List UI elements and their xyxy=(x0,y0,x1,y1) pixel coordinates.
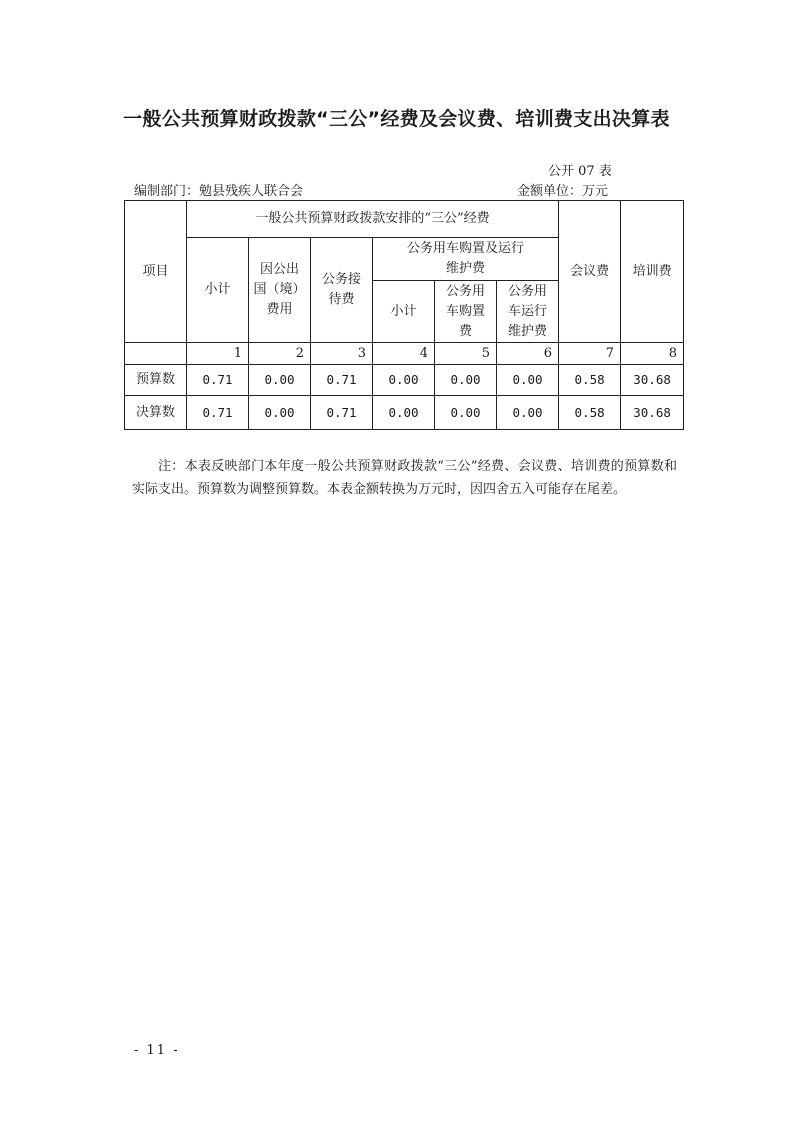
header-reception-expense: 公务接 待费 xyxy=(311,238,373,343)
column-number: 2 xyxy=(249,343,311,365)
header-vehicle-subtotal: 小计 xyxy=(373,281,435,343)
header-vehicle-purchase: 公务用 车购置 费 xyxy=(435,281,497,343)
cell-value: 30.68 xyxy=(621,365,684,396)
page-number: - 11 - xyxy=(134,1043,180,1058)
cell-value: 0.00 xyxy=(249,396,311,430)
header-training-fee: 培训费 xyxy=(621,201,684,343)
expense-table xyxy=(124,200,684,430)
column-number: 5 xyxy=(435,343,497,365)
compiling-department: 编制部门：勉县残疾人联合会 xyxy=(134,184,304,199)
row-label: 预算数 xyxy=(125,365,187,396)
column-number: 8 xyxy=(621,343,684,365)
cell-value: 0.58 xyxy=(559,396,621,430)
column-number: 1 xyxy=(187,343,249,365)
cell-value: 0.00 xyxy=(497,396,559,430)
cell-value: 0.00 xyxy=(435,365,497,396)
table-row-budget xyxy=(125,365,684,396)
header-meeting-fee: 会议费 xyxy=(559,201,621,343)
table-note: 注：本表反映部门本年度一般公共预算财政拨款“三公”经费、会议费、培训费的预算数和实际支出。预算数为调整预算数。本表金额转换为万元时，因四舍五入可能存在尾差。 xyxy=(132,459,677,497)
header-three-public-group: 一般公共预算财政拨款安排的“三公”经费 xyxy=(187,201,559,238)
cell-value: 0.71 xyxy=(187,365,249,396)
header-subtotal: 小计 xyxy=(187,238,249,343)
column-number: 7 xyxy=(559,343,621,365)
cell-value: 0.71 xyxy=(311,396,373,430)
cell-value: 0.00 xyxy=(373,365,435,396)
column-number: 6 xyxy=(497,343,559,365)
column-number-blank xyxy=(125,343,187,365)
column-number: 4 xyxy=(373,343,435,365)
header-item: 项目 xyxy=(125,201,187,343)
cell-value: 0.58 xyxy=(559,365,621,396)
cell-value: 30.68 xyxy=(621,396,684,430)
column-number: 3 xyxy=(311,343,373,365)
row-label: 决算数 xyxy=(125,396,187,430)
header-abroad-expense: 因公出 国（境） 费用 xyxy=(249,238,311,343)
cell-value: 0.00 xyxy=(497,365,559,396)
page-title: 一般公共预算财政拨款“三公”经费及会议费、培训费支出决算表 xyxy=(123,108,670,130)
header-vehicle-group: 公务用车购置及运行 维护费 xyxy=(373,238,559,281)
cell-value: 0.00 xyxy=(373,396,435,430)
cell-value: 0.00 xyxy=(249,365,311,396)
currency-unit: 金额单位：万元 xyxy=(517,184,609,199)
cell-value: 0.71 xyxy=(311,365,373,396)
header-vehicle-operation: 公务用 车运行 维护费 xyxy=(497,281,559,343)
form-number: 公开 07 表 xyxy=(548,164,612,179)
cell-value: 0.00 xyxy=(435,396,497,430)
cell-value: 0.71 xyxy=(187,396,249,430)
table-row-final xyxy=(125,396,684,430)
